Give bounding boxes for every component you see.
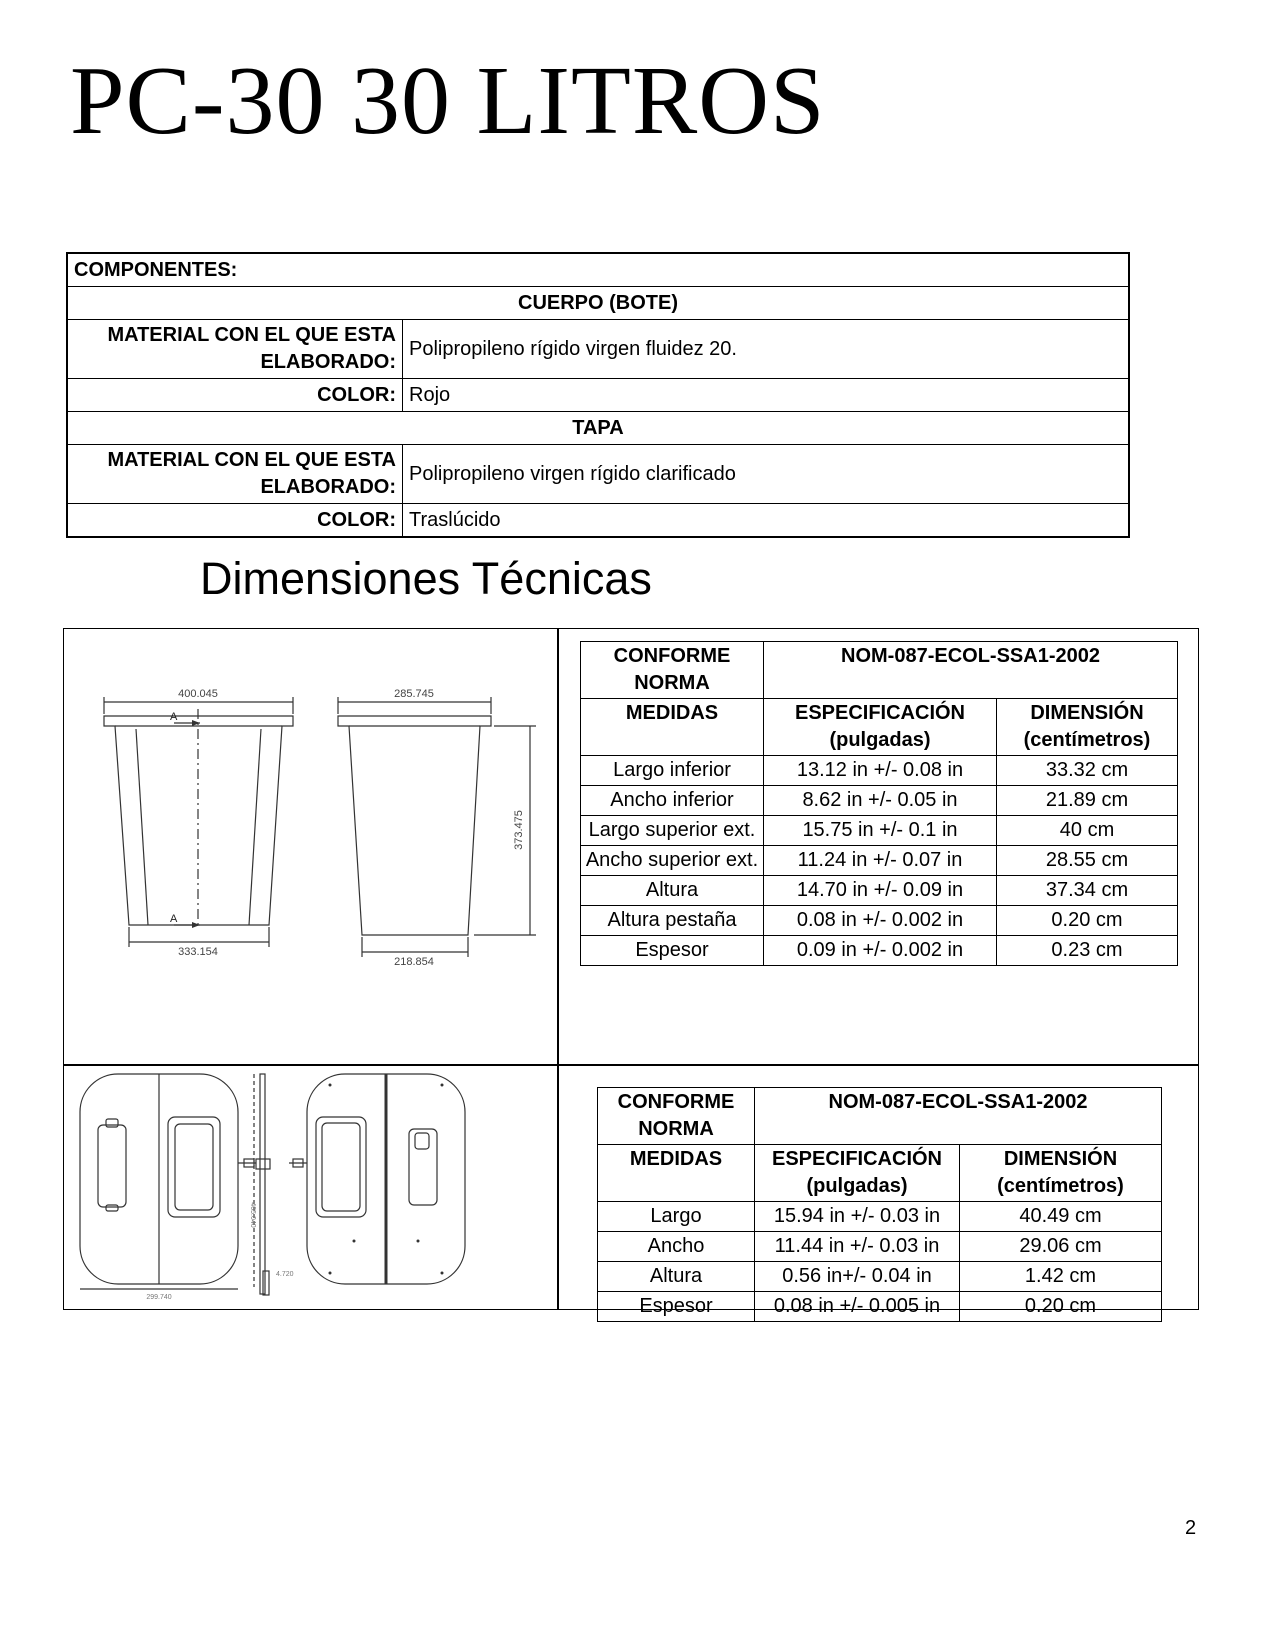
table-row [581,906,1178,936]
lid-drawing-panel [63,1064,559,1310]
body-row-dim: 28.55 cm [997,846,1178,876]
table-row [581,816,1178,846]
dim-side-top-width: 285.745 [394,688,434,700]
body-row-dim: 40 cm [997,816,1178,846]
body-table-rows [581,756,1178,966]
body-row-spec: 11.24 in +/- 0.07 in [764,846,997,876]
lid-section-title: TAPA [67,412,1129,445]
body-material-value: Polipropileno rígido virgen fluidez 20. [403,320,1130,379]
body-row-dim: 0.20 cm [997,906,1178,936]
body-row-spec: 0.09 in +/- 0.002 in [764,936,997,966]
body-table-panel [557,628,1199,1066]
body-col-medidas: MEDIDAS [581,699,764,756]
body-color-value: Rojo [403,379,1130,412]
body-row-spec: 0.08 in +/- 0.002 in [764,906,997,936]
lid-row-dim: 40.49 cm [960,1202,1162,1232]
lid-section-row [67,412,1129,445]
lid-norm-value: NOM-087-ECOL-SSA1-2002 [755,1088,1162,1145]
table-row [581,936,1178,966]
table-row [581,876,1178,906]
lid-row-dim: 1.42 cm [960,1262,1162,1292]
body-row-spec: 14.70 in +/- 0.09 in [764,876,997,906]
body-row-dim: 0.23 cm [997,936,1178,966]
body-row-medida: Ancho superior ext. [581,846,764,876]
lid-technical-drawing [64,1065,558,1309]
body-norm-value: NOM-087-ECOL-SSA1-2002 [764,642,1178,699]
body-dimensions-table [580,641,1178,966]
section-mark-top: A [170,711,178,723]
lid-header-row [598,1145,1162,1202]
components-table [66,252,1130,538]
dim-lid-length: 405.040 [249,1202,256,1228]
lid-col-dim: DIMENSIÓN (centímetros) [960,1145,1162,1202]
lid-row-medida: Espesor [598,1292,755,1322]
lid-col-medidas: MEDIDAS [598,1145,755,1202]
lid-row-spec: 15.94 in +/- 0.03 in [755,1202,960,1232]
lid-row-medida: Altura [598,1262,755,1292]
body-row-spec: 8.62 in +/- 0.05 in [764,786,997,816]
body-row-medida: Largo inferior [581,756,764,786]
lid-row-medida: Ancho [598,1232,755,1262]
dim-lid-thickness: 4.720 [276,1271,294,1278]
body-section-title: CUERPO (BOTE) [67,287,1129,320]
body-row-dim: 21.89 cm [997,786,1178,816]
body-material-label: MATERIAL CON EL QUE ESTA ELABORADO: [67,320,403,379]
lid-material-value: Polipropileno virgen rígido clarificado [403,445,1130,504]
page-number: 2 [1185,1517,1197,1539]
section-mark-bottom: A [170,913,178,925]
dim-height: 373.475 [513,810,525,850]
table-row [581,756,1178,786]
body-color-label: COLOR: [67,379,403,412]
body-col-spec: ESPECIFICACIÓN (pulgadas) [764,699,997,756]
lid-row-spec: 0.56 in+/- 0.04 in [755,1262,960,1292]
body-header-row [581,699,1178,756]
body-row-medida: Altura pestaña [581,906,764,936]
lid-row-medida: Largo [598,1202,755,1232]
dim-lid-width: 299.740 [146,1294,172,1301]
body-drawing-panel [63,628,559,1066]
body-row-spec: 13.12 in +/- 0.08 in [764,756,997,786]
body-color-row [67,379,1129,412]
body-row-medida: Ancho inferior [581,786,764,816]
lid-norm-label: CONFORME NORMA [598,1088,755,1145]
lid-table-rows [598,1202,1162,1322]
body-row-spec: 15.75 in +/- 0.1 in [764,816,997,846]
body-norm-label: CONFORME NORMA [581,642,764,699]
body-row-dim: 37.34 cm [997,876,1178,906]
lid-row-dim: 29.06 cm [960,1232,1162,1262]
lid-color-value: Traslúcido [403,504,1130,538]
lid-color-label: COLOR: [67,504,403,538]
body-norm-row [581,642,1178,699]
container-technical-drawing [64,629,558,1065]
table-row [598,1262,1162,1292]
body-row-medida: Altura [581,876,764,906]
body-col-dim: DIMENSIÓN (centímetros) [997,699,1178,756]
body-section-row [67,287,1129,320]
lid-col-spec: ESPECIFICACIÓN (pulgadas) [755,1145,960,1202]
page-title: PC-30 30 LITROS [70,47,826,155]
lid-norm-row [598,1088,1162,1145]
lid-row-spec: 11.44 in +/- 0.03 in [755,1232,960,1262]
table-row [598,1292,1162,1322]
dim-bottom-width: 333.154 [178,946,218,958]
lid-color-row [67,504,1129,538]
table-row [581,786,1178,816]
lid-row-dim: 0.20 cm [960,1292,1162,1322]
lid-row-spec: 0.08 in +/- 0.005 in [755,1292,960,1322]
components-header: COMPONENTES: [67,253,1129,287]
body-row-medida: Espesor [581,936,764,966]
body-material-row [67,320,1129,379]
lid-material-row [67,445,1129,504]
lid-dimensions-table [597,1087,1162,1322]
section-subtitle: Dimensiones Técnicas [200,553,652,604]
components-header-row [67,253,1129,287]
table-row [598,1202,1162,1232]
body-row-medida: Largo superior ext. [581,816,764,846]
dim-top-width: 400.045 [178,688,218,700]
table-row [598,1232,1162,1262]
table-row [581,846,1178,876]
lid-table-panel [557,1064,1199,1317]
lid-material-label: MATERIAL CON EL QUE ESTA ELABORADO: [67,445,403,504]
body-row-dim: 33.32 cm [997,756,1178,786]
dim-side-bottom-width: 218.854 [394,956,434,968]
